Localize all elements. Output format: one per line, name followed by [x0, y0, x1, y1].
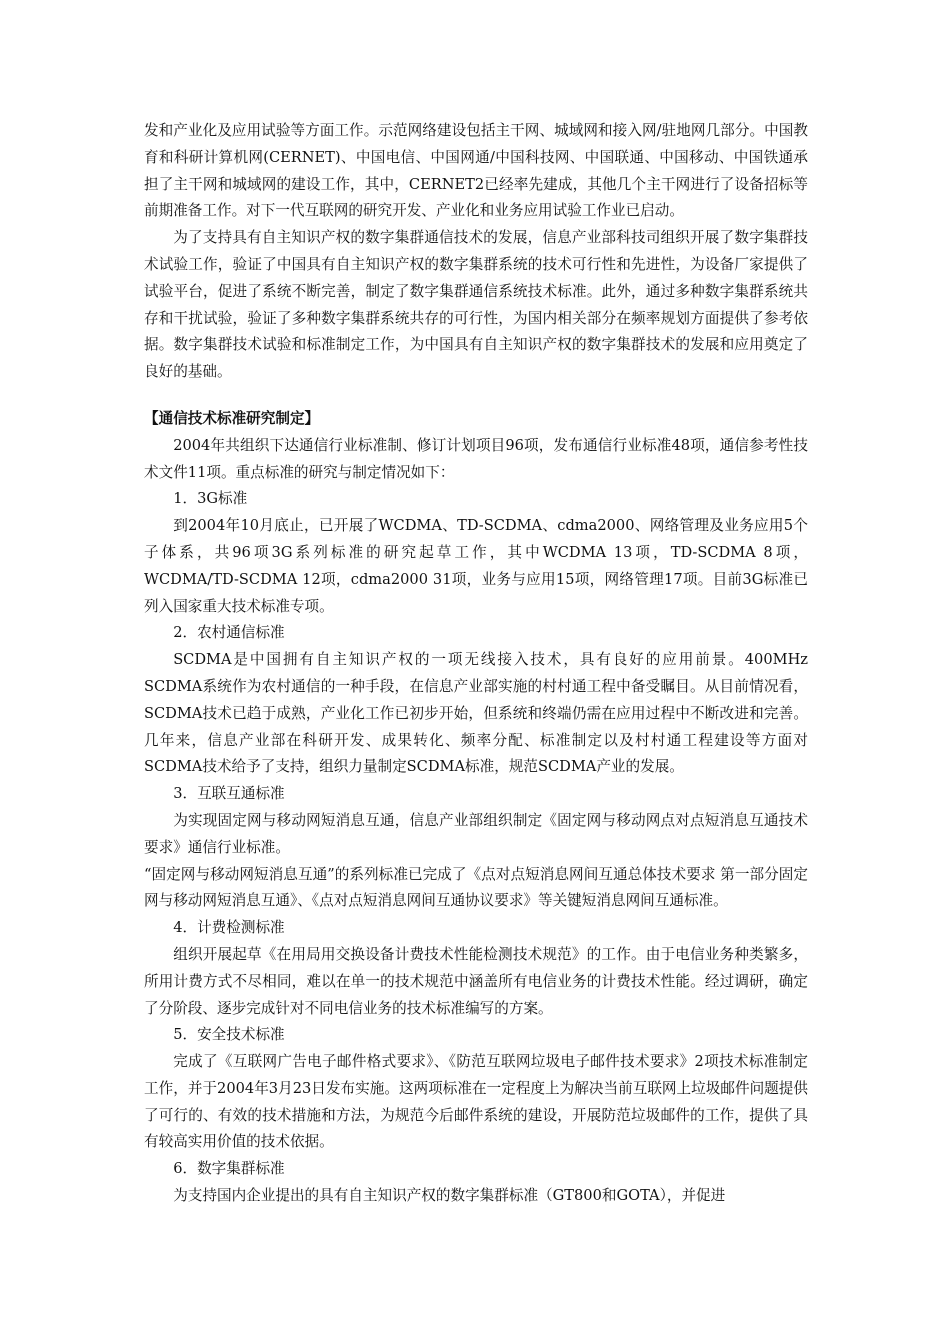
paragraph-next-gen-internet: 发和产业化及应用试验等方面工作。示范网络建设包括主干网、城域网和接入网/驻地网几部分。中国教育和科研计算机网(CERNET)、中国电信、中国网通/中国科技网、中国联通、中国移动、中国铁通承担了主干网和城域网的建设工作，其中，CERNET2已经率先建成，其他几个主干网进行了设备招标等前期准备工作。对下一代互联网的研究开发、产业化和业务应用试验工作业已启动。: [144, 122, 808, 220]
item-3g-text: 到2004年10月底止，已开展了WCDMA、TD-SCDMA、cdma2000、网络管理及业务应用5个子体系，共96项3G系列标准的研究起草工作，其中WCDMA 13项，TD-SCDMA 8项，WCDMA/TD-SCDMA 12项，cdma2000 31项，业务与应用15项，网络管理17项。目前3G标准已列入国家重大技术标准专项。: [144, 517, 808, 615]
item-rural-text: SCDMA是中国拥有自主知识产权的一项无线接入技术，具有良好的应用前景。400MHz SCDMA系统作为农村通信的一种手段，在信息产业部实施的村村通工程中备受瞩目。从目前情况看，SCDMA技术已趋于成熟，产业化工作已初步开始，但系统和终端仍需在应用过程中不断改进和完善。几年来，信息产业部在科研开发、成果转化、频率分配、标准制定以及村村通工程建设等方面对SCDMA技术给予了支持，组织力量制定SCDMA标准，规范SCDMA产业的发展。: [144, 651, 808, 776]
item-trunking-title: 6．数字集群标准: [173, 1160, 285, 1178]
item-billing-title: 4．计费检测标准: [173, 919, 285, 937]
paragraph-standards-overview: 2004年共组织下达通信行业标准制、修订计划项目96项，发布通信行业标准48项，通信参考性技术文件11项。重点标准的研究与制定情况如下：: [144, 436, 808, 481]
item-interconnect-text-2: “固定网与移动网短消息互通”的系列标准已完成了《点对点短消息网间互通总体技术要求 第一部分固定网与移动网短消息互通》、《点对点短消息网间互通协议要求》等关键短消息网间互通标准。: [144, 865, 808, 910]
item-trunking-text: 为支持国内企业提出的具有自主知识产权的数字集群标准（GT800和GOTA），并促进: [173, 1187, 726, 1205]
item-interconnect-text-1: 为实现固定网与移动网短消息互通，信息产业部组织制定《固定网与移动网点对点短消息互通技术要求》通信行业标准。: [144, 811, 808, 856]
item-security-title: 5．安全技术标准: [173, 1026, 285, 1044]
paragraph-digital-trunking-trial: 为了支持具有自主知识产权的数字集群通信技术的发展，信息产业部科技司组织开展了数字集群技术试验工作，验证了中国具有自主知识产权的数字集群系统的技术可行性和先进性，为设备厂家提供了试验平台，促进了系统不断完善，制定了数字集群通信系统技术标准。此外，通过多种数字集群系统共存和干扰试验，验证了多种数字集群系统共存的可行性，为国内相关部分在频率规划方面提供了参考依据。数字集群技术试验和标准制定工作，为中国具有自主知识产权的数字集群技术的发展和应用奠定了良好的基础。: [144, 229, 808, 381]
item-3g-title: 1．3G标准: [173, 490, 248, 508]
item-security-text: 完成了《互联网广告电子邮件格式要求》、《防范互联网垃圾电子邮件技术要求》2项技术标准制定工作，并于2004年3月23日发布实施。这两项标准在一定程度上为解决当前互联网上垃圾邮件问题提供了可行的、有效的技术措施和方法，为规范今后邮件系统的建设，开展防范垃圾邮件的工作，提供了具有较高实用价值的技术依据。: [144, 1053, 808, 1151]
section-title-standards: 【通信技术标准研究制定】: [144, 409, 320, 427]
item-interconnect-title: 3．互联互通标准: [173, 785, 285, 803]
item-billing-text: 组织开展起草《在用局用交换设备计费技术性能检测技术规范》的工作。由于电信业务种类繁多，所用计费方式不尽相同，难以在单一的技术规范中涵盖所有电信业务的计费技术性能。经过调研，确定了分阶段、逐步完成针对不同电信业务的技术标准编写的方案。: [144, 945, 808, 1017]
item-rural-title: 2．农村通信标准: [173, 624, 285, 642]
document-page: [144, 118, 808, 1210]
